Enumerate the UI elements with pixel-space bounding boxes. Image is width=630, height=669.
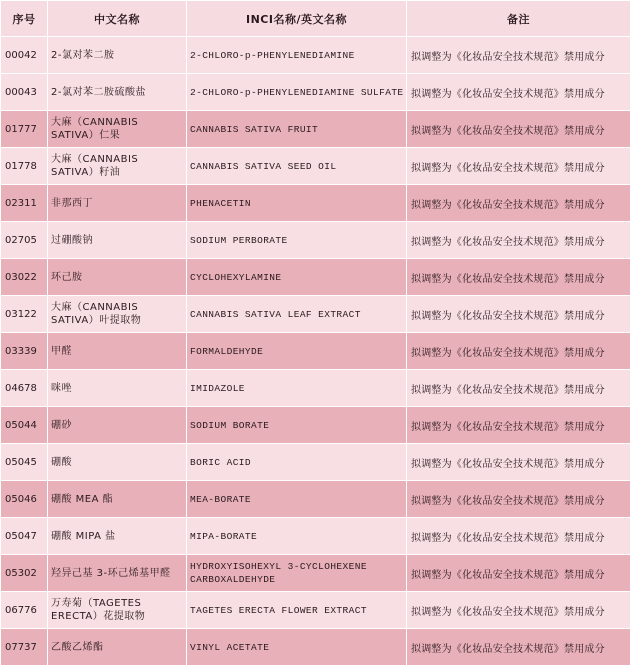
table-row bbox=[1, 185, 630, 222]
table-row bbox=[1, 74, 630, 111]
cell-chinese-name: 硼酸 MIPA 盐 bbox=[48, 518, 187, 555]
cell-inci-name: CYCLOHEXYLAMINE bbox=[187, 259, 407, 296]
cell-serial-number: 01778 bbox=[1, 148, 48, 185]
cell-serial-number: 05302 bbox=[1, 555, 48, 592]
cell-inci-name: PHENACETIN bbox=[187, 185, 407, 222]
cell-remarks: 拟调整为《化妆品安全技术规范》禁用成分 bbox=[407, 74, 630, 111]
cell-remarks: 拟调整为《化妆品安全技术规范》禁用成分 bbox=[407, 185, 630, 222]
cell-remarks: 拟调整为《化妆品安全技术规范》禁用成分 bbox=[407, 370, 630, 407]
cell-inci-name: 2-CHLORO-p-PHENYLENEDIAMINE bbox=[187, 37, 407, 74]
cell-remarks: 拟调整为《化妆品安全技术规范》禁用成分 bbox=[407, 518, 630, 555]
cell-inci-name: TAGETES ERECTA FLOWER EXTRACT bbox=[187, 592, 407, 629]
table-row bbox=[1, 629, 630, 666]
table-row bbox=[1, 222, 630, 259]
cell-chinese-name: 羟异己基 3-环己烯基甲醛 bbox=[48, 555, 187, 592]
cell-remarks: 拟调整为《化妆品安全技术规范》禁用成分 bbox=[407, 333, 630, 370]
header-remarks: 备注 bbox=[407, 1, 630, 37]
cell-remarks: 拟调整为《化妆品安全技术规范》禁用成分 bbox=[407, 407, 630, 444]
cell-serial-number: 04678 bbox=[1, 370, 48, 407]
cell-remarks: 拟调整为《化妆品安全技术规范》禁用成分 bbox=[407, 259, 630, 296]
cell-serial-number: 05044 bbox=[1, 407, 48, 444]
cell-chinese-name: 2-氯对苯二胺 bbox=[48, 37, 187, 74]
table-row bbox=[1, 481, 630, 518]
cell-remarks: 拟调整为《化妆品安全技术规范》禁用成分 bbox=[407, 555, 630, 592]
cell-serial-number: 05047 bbox=[1, 518, 48, 555]
cell-chinese-name: 环己胺 bbox=[48, 259, 187, 296]
cell-chinese-name: 非那西丁 bbox=[48, 185, 187, 222]
table-row bbox=[1, 111, 630, 148]
cell-inci-name: SODIUM BORATE bbox=[187, 407, 407, 444]
table-body bbox=[1, 37, 630, 666]
cell-remarks: 拟调整为《化妆品安全技术规范》禁用成分 bbox=[407, 444, 630, 481]
table-row bbox=[1, 518, 630, 555]
cell-inci-name: HYDROXYISOHEXYL 3-CYCLOHEXENE CARBOXALDEHYDE bbox=[187, 555, 407, 592]
cell-remarks: 拟调整为《化妆品安全技术规范》禁用成分 bbox=[407, 629, 630, 666]
cell-inci-name: MEA-BORATE bbox=[187, 481, 407, 518]
table-row bbox=[1, 259, 630, 296]
cell-serial-number: 00043 bbox=[1, 74, 48, 111]
cell-chinese-name: 乙酸乙烯酯 bbox=[48, 629, 187, 666]
cell-chinese-name: 大麻（CANNABIS SATIVA）叶提取物 bbox=[48, 296, 187, 333]
cell-inci-name: VINYL ACETATE bbox=[187, 629, 407, 666]
cell-serial-number: 03122 bbox=[1, 296, 48, 333]
table-row bbox=[1, 555, 630, 592]
cell-chinese-name: 硼酸 MEA 酯 bbox=[48, 481, 187, 518]
cell-remarks: 拟调整为《化妆品安全技术规范》禁用成分 bbox=[407, 592, 630, 629]
cell-chinese-name: 硼砂 bbox=[48, 407, 187, 444]
table-row bbox=[1, 444, 630, 481]
cell-remarks: 拟调整为《化妆品安全技术规范》禁用成分 bbox=[407, 37, 630, 74]
cell-remarks: 拟调整为《化妆品安全技术规范》禁用成分 bbox=[407, 481, 630, 518]
table-row bbox=[1, 333, 630, 370]
cell-chinese-name: 过硼酸钠 bbox=[48, 222, 187, 259]
cell-remarks: 拟调整为《化妆品安全技术规范》禁用成分 bbox=[407, 111, 630, 148]
header-inci-name: INCI名称/英文名称 bbox=[187, 1, 407, 37]
cell-chinese-name: 甲醛 bbox=[48, 333, 187, 370]
cell-serial-number: 05045 bbox=[1, 444, 48, 481]
cell-serial-number: 03339 bbox=[1, 333, 48, 370]
cell-chinese-name: 2-氯对苯二胺硫酸盐 bbox=[48, 74, 187, 111]
cell-inci-name: CANNABIS SATIVA SEED OIL bbox=[187, 148, 407, 185]
cell-inci-name: CANNABIS SATIVA LEAF EXTRACT bbox=[187, 296, 407, 333]
header-chinese-name: 中文名称 bbox=[48, 1, 187, 37]
cell-chinese-name: 大麻（CANNABIS SATIVA）籽油 bbox=[48, 148, 187, 185]
table-row bbox=[1, 407, 630, 444]
cell-serial-number: 05046 bbox=[1, 481, 48, 518]
table-row bbox=[1, 37, 630, 74]
cell-inci-name: CANNABIS SATIVA FRUIT bbox=[187, 111, 407, 148]
table-row bbox=[1, 148, 630, 185]
table-row bbox=[1, 296, 630, 333]
header-serial-number: 序号 bbox=[1, 1, 48, 37]
cell-chinese-name: 万寿菊（TAGETES ERECTA）花提取物 bbox=[48, 592, 187, 629]
cell-inci-name: FORMALDEHYDE bbox=[187, 333, 407, 370]
cell-chinese-name: 大麻（CANNABIS SATIVA）仁果 bbox=[48, 111, 187, 148]
cell-inci-name: 2-CHLORO-p-PHENYLENEDIAMINE SULFATE bbox=[187, 74, 407, 111]
table-row bbox=[1, 592, 630, 629]
cell-serial-number: 02705 bbox=[1, 222, 48, 259]
cell-serial-number: 06776 bbox=[1, 592, 48, 629]
cell-chinese-name: 咪唑 bbox=[48, 370, 187, 407]
cell-inci-name: IMIDAZOLE bbox=[187, 370, 407, 407]
cell-serial-number: 02311 bbox=[1, 185, 48, 222]
cell-remarks: 拟调整为《化妆品安全技术规范》禁用成分 bbox=[407, 148, 630, 185]
table-row bbox=[1, 370, 630, 407]
cell-inci-name: MIPA-BORATE bbox=[187, 518, 407, 555]
table-header-row bbox=[1, 1, 630, 37]
cell-inci-name: SODIUM PERBORATE bbox=[187, 222, 407, 259]
cell-serial-number: 01777 bbox=[1, 111, 48, 148]
cell-remarks: 拟调整为《化妆品安全技术规范》禁用成分 bbox=[407, 296, 630, 333]
cell-serial-number: 00042 bbox=[1, 37, 48, 74]
cell-serial-number: 03022 bbox=[1, 259, 48, 296]
cell-remarks: 拟调整为《化妆品安全技术规范》禁用成分 bbox=[407, 222, 630, 259]
cell-inci-name: BORIC ACID bbox=[187, 444, 407, 481]
cell-serial-number: 07737 bbox=[1, 629, 48, 666]
cell-chinese-name: 硼酸 bbox=[48, 444, 187, 481]
